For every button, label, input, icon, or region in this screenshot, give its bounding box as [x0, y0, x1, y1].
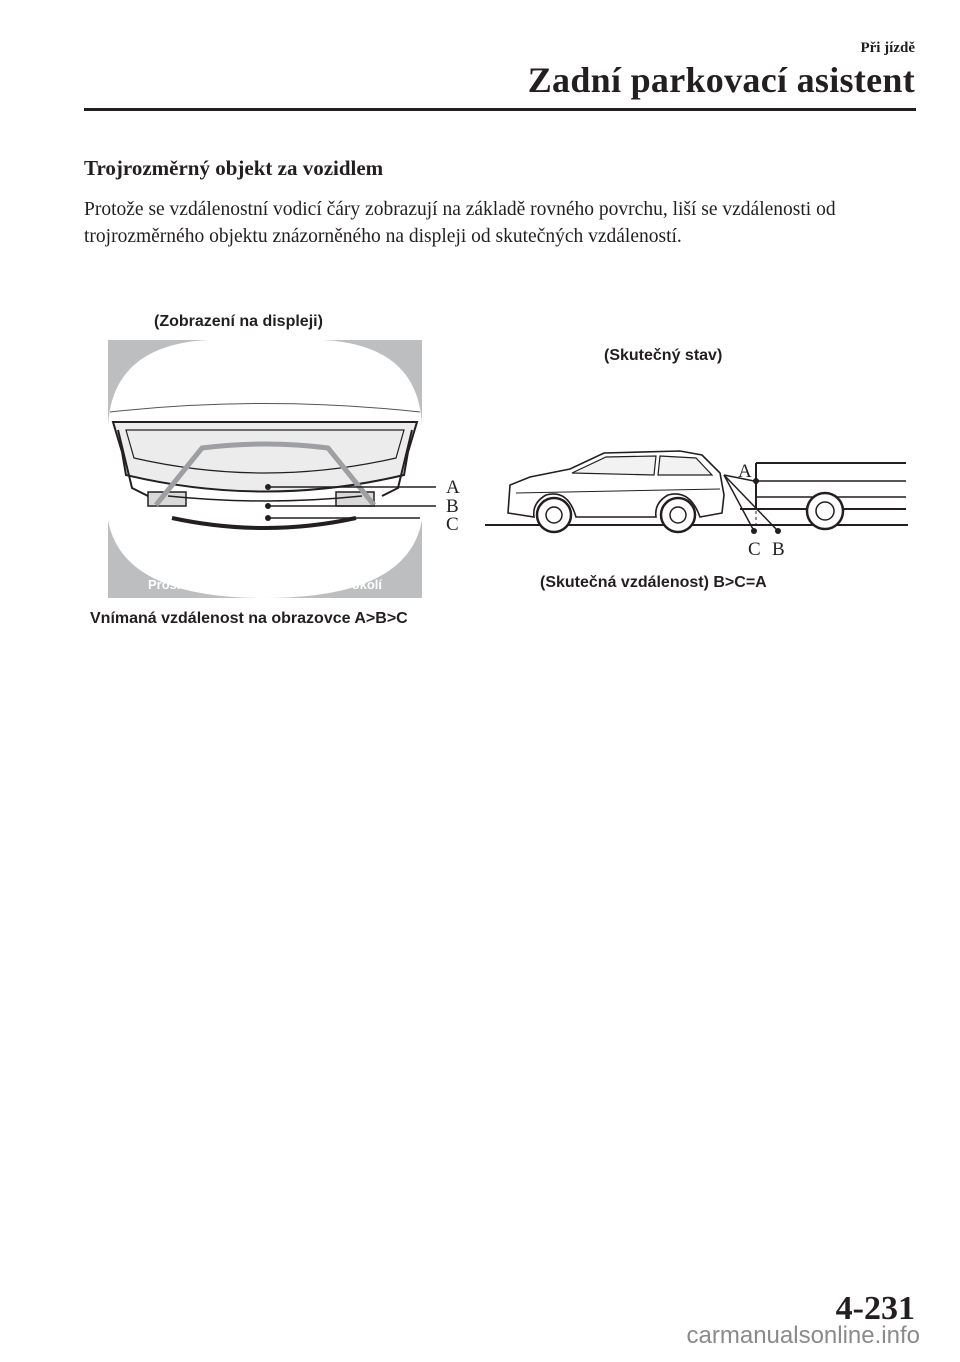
page-number: 4-231 — [835, 1290, 915, 1327]
perceived-distance-caption: Vnímaná vzdálenost na obrazovce A>B>C — [90, 610, 408, 627]
label-actual-a: A — [738, 461, 752, 482]
car-rear-wheel — [661, 498, 695, 532]
trailer-wheel — [807, 493, 843, 529]
actual-caption: (Skutečný stav) — [604, 347, 723, 364]
label-actual-b: B — [772, 539, 785, 560]
label-a: A — [446, 477, 460, 498]
label-actual-c: C — [748, 539, 761, 560]
car-front-wheel — [537, 498, 571, 532]
title-rule — [84, 108, 916, 111]
label-b: B — [446, 496, 459, 517]
actual-distance-caption: (Skutečná vzdálenost) B>C=A — [540, 574, 767, 591]
display-notice: Prosím, zkontrolujte bezpečnost okolí — [147, 577, 383, 592]
body-paragraph: Protože se vzdálenostní vodicí čáry zobrazují na základě rovného povrchu, liší se vzdálenosti od trojrozměrného objektu znázorněného na displeji od skutečných vzdáleností. — [84, 199, 836, 247]
camera-display-illustration — [108, 340, 473, 602]
page-title: Zadní parkovací asistent — [527, 60, 915, 100]
label-c: C — [446, 514, 459, 535]
display-caption: (Zobrazení na displeji) — [154, 313, 323, 330]
watermark: carmanualsonline.info — [686, 1322, 920, 1349]
rear-bumper — [113, 422, 417, 492]
section-label: Při jízdě — [860, 40, 915, 56]
actual-scene-illustration — [480, 445, 920, 565]
subheading: Trojrozměrný objekt za vozidlem — [84, 156, 384, 180]
